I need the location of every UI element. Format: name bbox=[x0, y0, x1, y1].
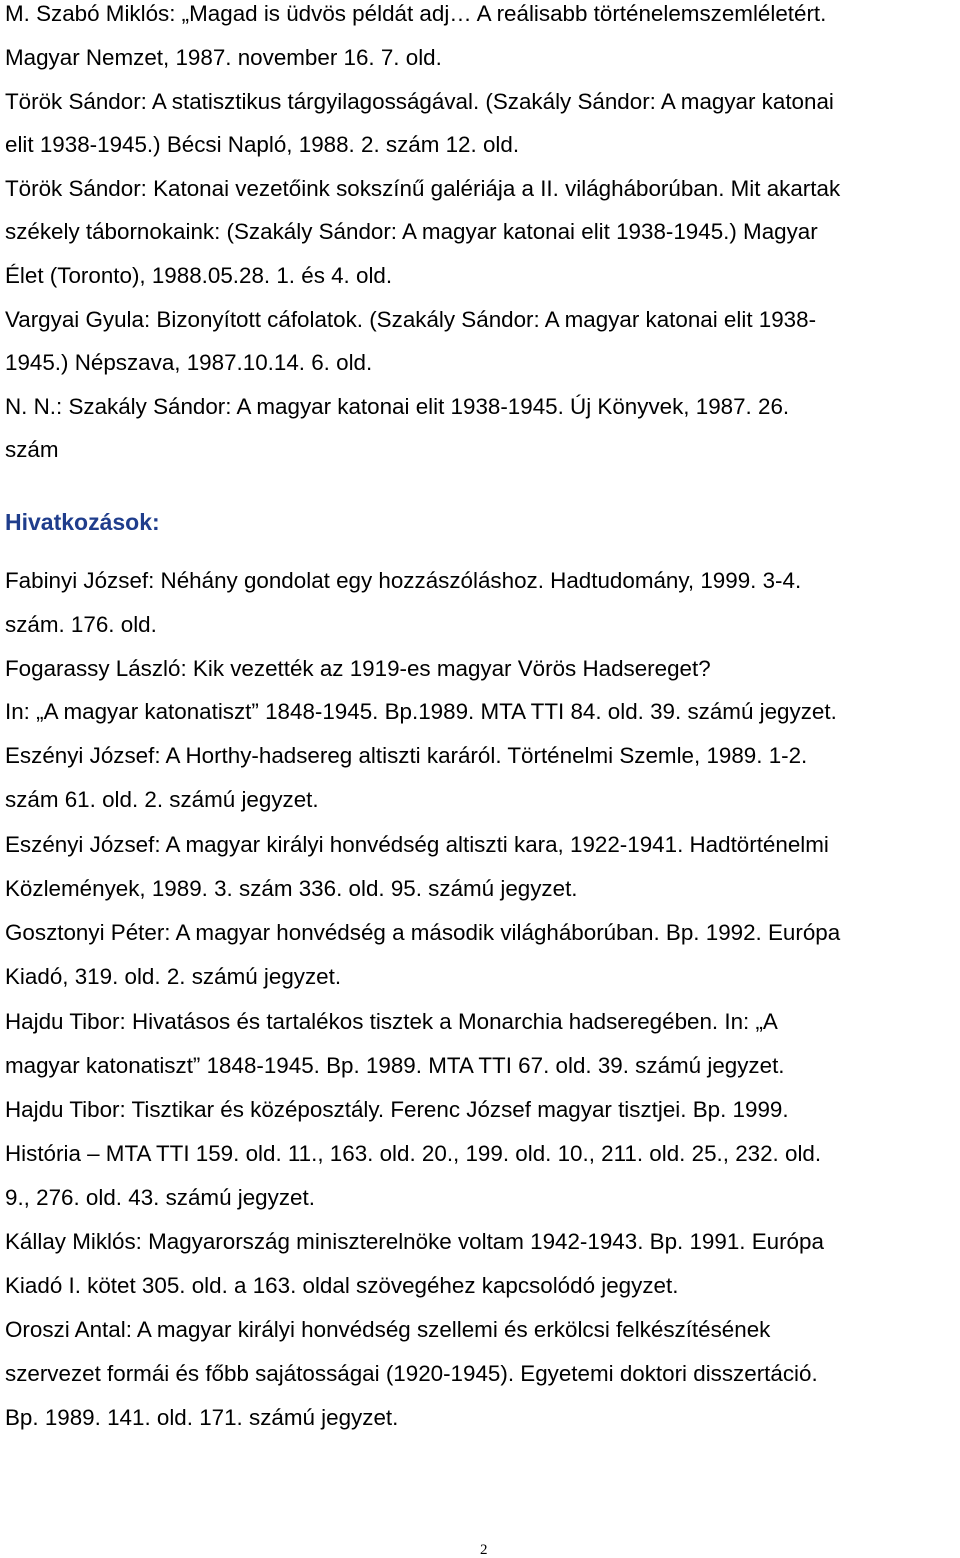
source-line: 1945.) Népszava, 1987.10.14. 6. old. bbox=[5, 350, 373, 375]
references-heading: Hivatkozások: bbox=[5, 509, 160, 535]
source-line: M. Szabó Miklós: „Magad is üdvös példát adj… A reálisabb történelemszemléletért. bbox=[5, 1, 827, 26]
reference-line: In: „A magyar katonatiszt” 1848-1945. Bp.1989. MTA TTI 84. old. 39. számú jegyzet. bbox=[5, 699, 837, 724]
source-line: elit 1938-1945.) Bécsi Napló, 1988. 2. szám 12. old. bbox=[5, 132, 520, 157]
source-line: N. N.: Szakály Sándor: A magyar katonai elit 1938-1945. Új Könyvek, 1987. 26. bbox=[5, 394, 790, 419]
source-line: Magyar Nemzet, 1987. november 16. 7. old. bbox=[5, 45, 442, 70]
source-line: Török Sándor: A statisztikus tárgyilagosságával. (Szakály Sándor: A magyar katonai bbox=[5, 89, 834, 114]
source-line: Élet (Toronto), 1988.05.28. 1. és 4. old. bbox=[5, 263, 393, 288]
reference-line: magyar katonatiszt” 1848-1945. Bp. 1989. MTA TTI 67. old. 39. számú jegyzet. bbox=[5, 1053, 785, 1078]
reference-line: Kiadó, 319. old. 2. számú jegyzet. bbox=[5, 964, 342, 989]
source-line: szám bbox=[5, 437, 59, 462]
source-line: Török Sándor: Katonai vezetőink sokszínű galériája a II. világháborúban. Mit akartak bbox=[5, 176, 841, 201]
reference-line: Bp. 1989. 141. old. 171. számú jegyzet. bbox=[5, 1405, 399, 1430]
reference-line: Kiadó I. kötet 305. old. a 163. oldal szövegéhez kapcsolódó jegyzet. bbox=[5, 1273, 679, 1298]
reference-line: szám. 176. old. bbox=[5, 612, 157, 637]
reference-line: História – MTA TTI 159. old. 11., 163. old. 20., 199. old. 10., 211. old. 25., 232. old. bbox=[5, 1141, 822, 1166]
reference-line: Eszényi József: A Horthy-hadsereg altiszti karáról. Történelmi Szemle, 1989. 1-2. bbox=[5, 743, 808, 768]
reference-line: Közlemények, 1989. 3. szám 336. old. 95. számú jegyzet. bbox=[5, 876, 578, 901]
reference-line: Eszényi József: A magyar királyi honvédség altiszti kara, 1922-1941. Hadtörténelmi bbox=[5, 832, 829, 857]
reference-line: szám 61. old. 2. számú jegyzet. bbox=[5, 787, 319, 812]
reference-line: Fabinyi József: Néhány gondolat egy hozzászóláshoz. Hadtudomány, 1999. 3-4. bbox=[5, 568, 802, 593]
reference-line: Oroszi Antal: A magyar királyi honvédség szellemi és erkölcsi felkészítésének bbox=[5, 1317, 771, 1342]
reference-line: Hajdu Tibor: Hivatásos és tartalékos tisztek a Monarchia hadseregében. In: „A bbox=[5, 1009, 778, 1034]
reference-line: Hajdu Tibor: Tisztikar és középosztály. Ferenc József magyar tisztjei. Bp. 1999. bbox=[5, 1097, 789, 1122]
reference-line: 9., 276. old. 43. számú jegyzet. bbox=[5, 1185, 315, 1210]
reference-line: Gosztonyi Péter: A magyar honvédség a második világháborúban. Bp. 1992. Európa bbox=[5, 920, 841, 945]
source-line: Vargyai Gyula: Bizonyított cáfolatok. (Szakály Sándor: A magyar katonai elit 1938- bbox=[5, 307, 817, 332]
reference-line: szervezet formái és főbb sajátosságai (1920-1945). Egyetemi doktori disszertáció. bbox=[5, 1361, 818, 1386]
source-line: székely tábornokaink: (Szakály Sándor: A magyar katonai elit 1938-1945.) Magyar bbox=[5, 219, 818, 244]
reference-line: Kállay Miklós: Magyarország miniszterelnöke voltam 1942-1943. Bp. 1991. Európa bbox=[5, 1229, 824, 1254]
reference-line: Fogarassy László: Kik vezették az 1919-es magyar Vörös Hadsereget? bbox=[5, 656, 711, 681]
page-number: 2 bbox=[480, 1542, 488, 1558]
